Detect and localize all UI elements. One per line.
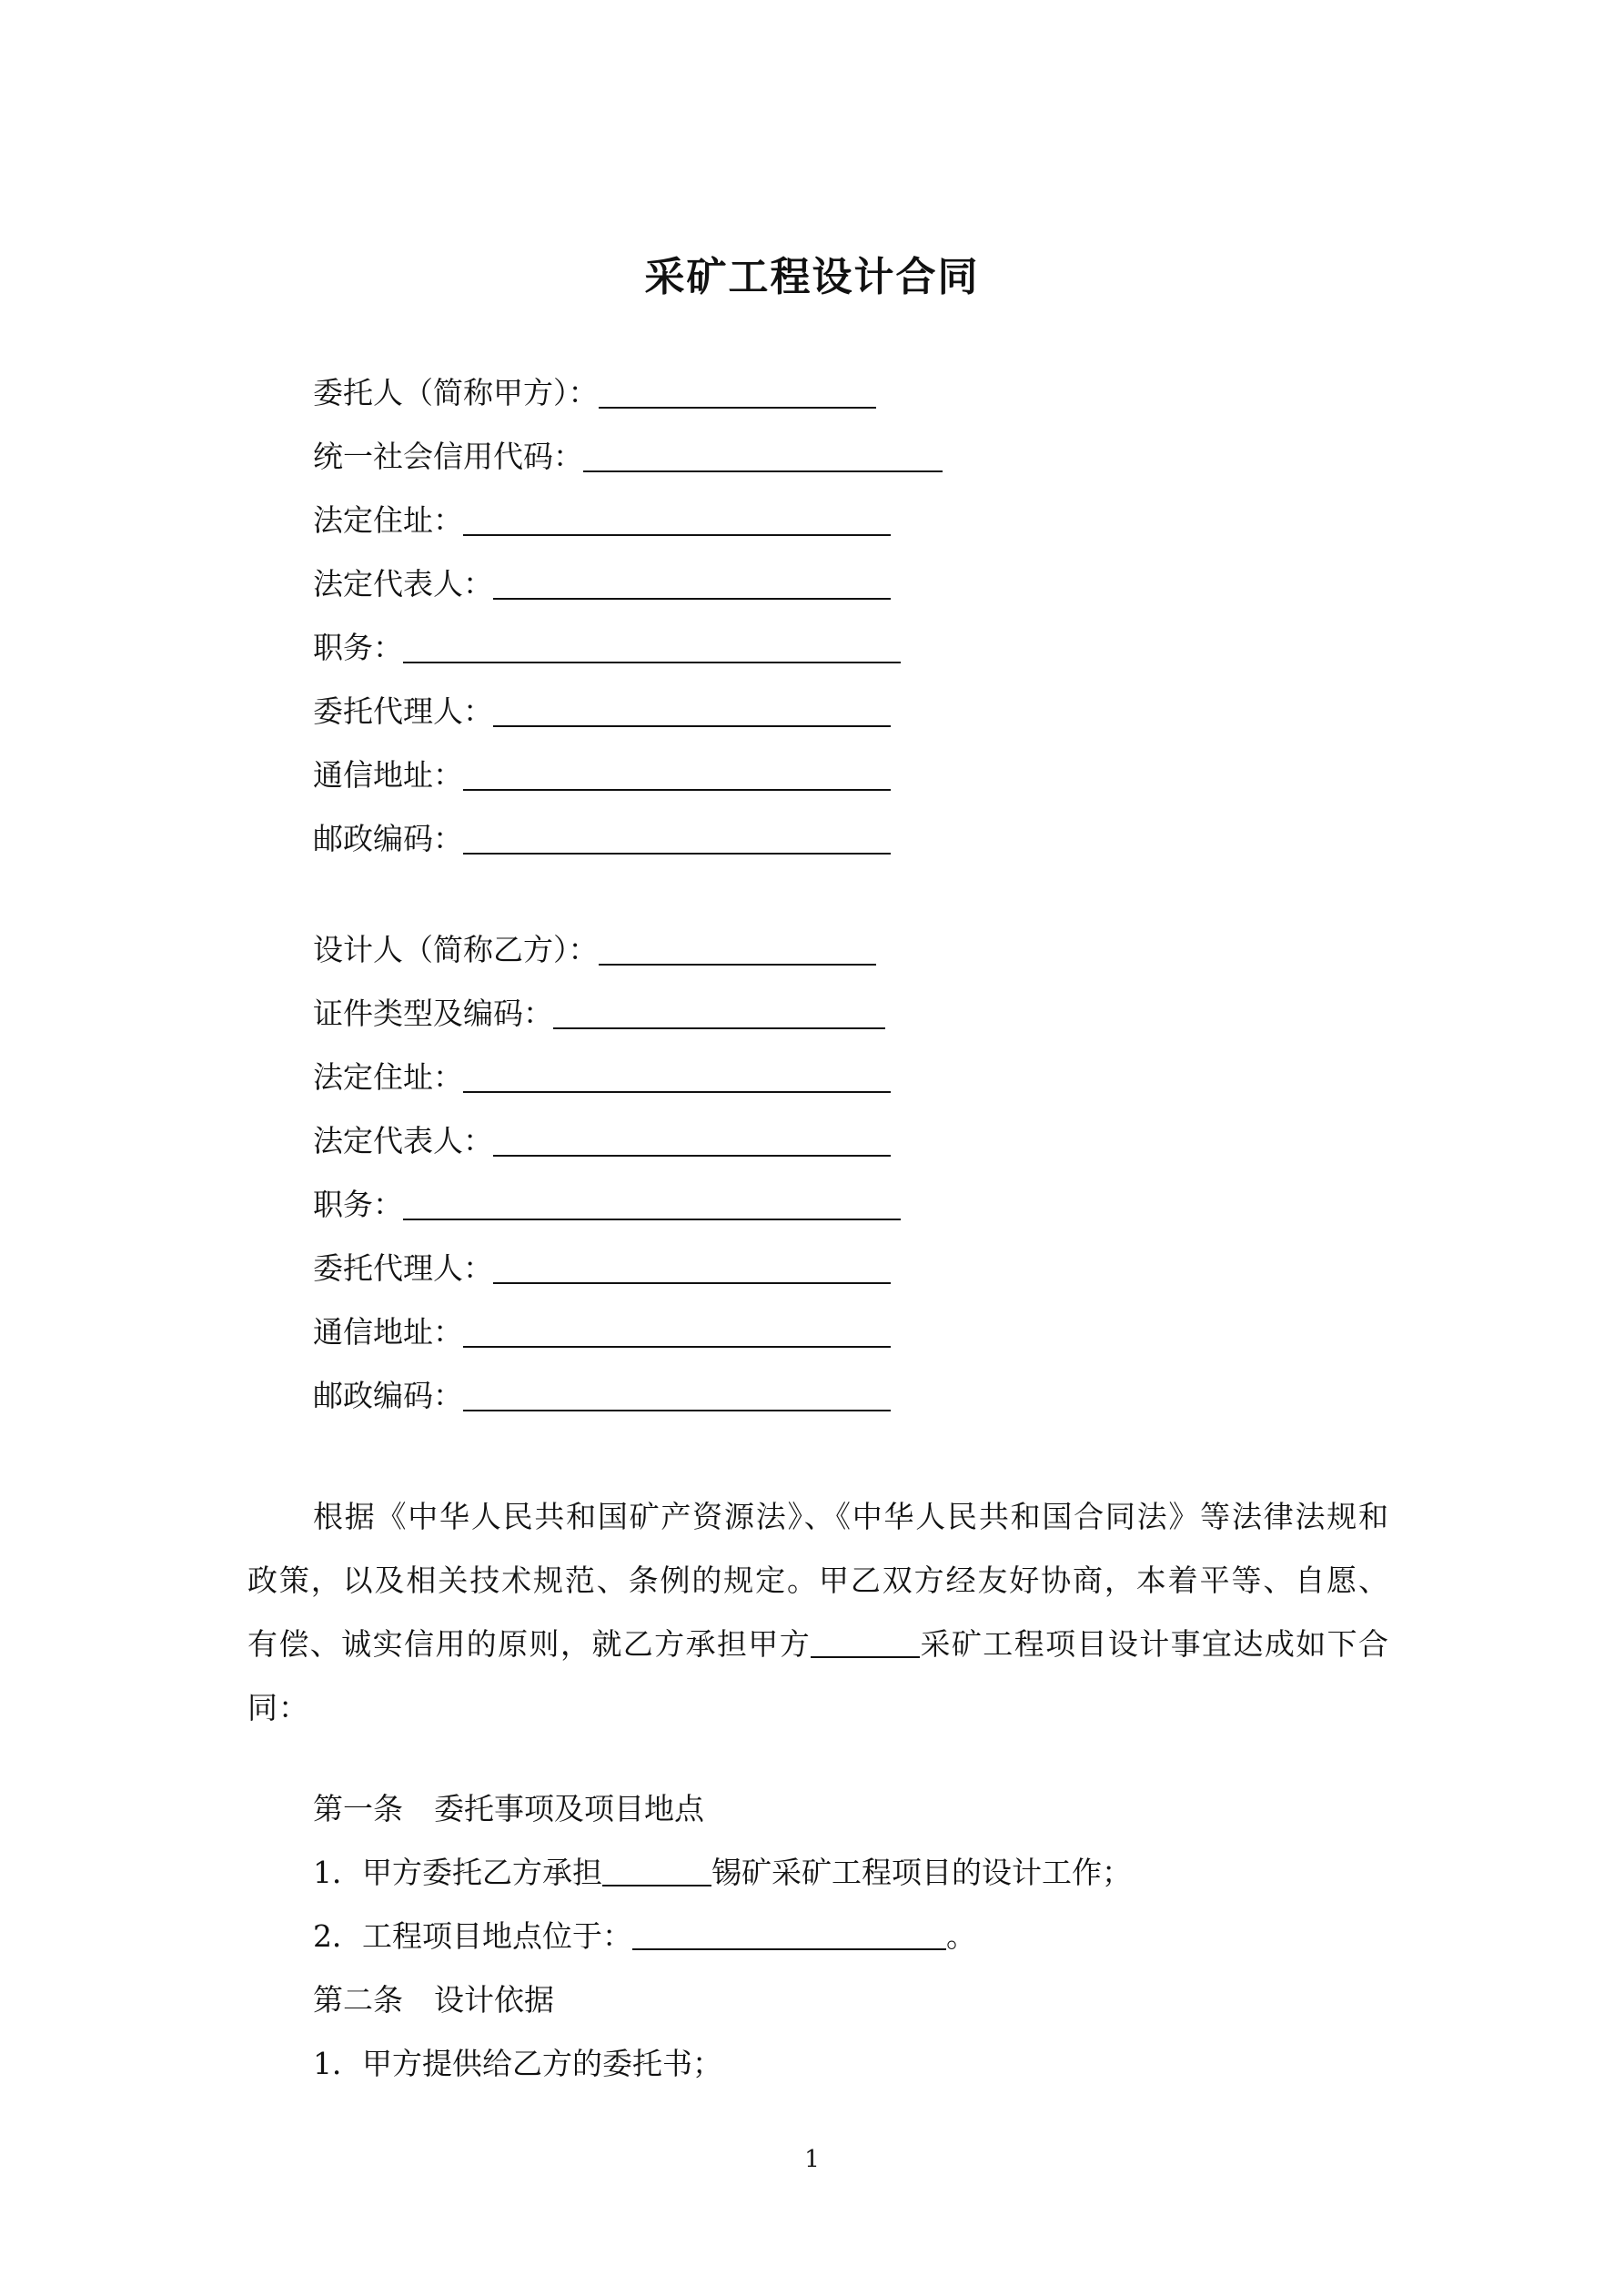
article-1-item-2: [313, 1917, 976, 1957]
preamble-text-1: 根据《中华人民共和国矿产资源法》、《中华人民共和国合同法》等法律法规和政策，以及相关技术规范、条例的规定。甲乙双方经友好协商，本着平等、自愿、有偿、诚实信用的原则，就乙方承担甲方: [247, 1499, 1389, 1662]
field-label: 通信地址：: [313, 757, 463, 793]
field-label: 职务：: [313, 630, 403, 665]
field-blank[interactable]: [463, 505, 891, 536]
article-2-item-1: [313, 2044, 722, 2084]
party-b-position-field: [313, 1185, 901, 1225]
field-blank[interactable]: [493, 1126, 891, 1157]
party-b-id-field: [313, 994, 885, 1034]
party-b-mail-address-field: [313, 1312, 891, 1352]
mine-name-blank[interactable]: [602, 1857, 711, 1886]
item-text: 2．工程项目地点位于：: [313, 1918, 632, 1954]
article-number: 第二条: [313, 1982, 403, 2018]
article-2-heading: [313, 1980, 554, 2020]
field-label: 法定住址：: [313, 502, 463, 538]
party-b-agent-field: [313, 1249, 891, 1289]
field-blank[interactable]: [403, 632, 901, 663]
article-title: 设计依据: [434, 1982, 554, 2018]
item-text: 1．甲方委托乙方承担: [313, 1855, 602, 1890]
field-blank[interactable]: [553, 998, 885, 1029]
party-b-postal-code-field: [313, 1376, 891, 1416]
party-b-name-field: [313, 930, 876, 970]
party-b-heading: 设计人（简称乙方）：: [313, 932, 599, 967]
project-location-blank[interactable]: [632, 1921, 946, 1950]
field-blank[interactable]: [493, 1253, 891, 1284]
field-label: 法定代表人：: [313, 1123, 493, 1158]
field-label: 职务：: [313, 1187, 403, 1222]
field-blank[interactable]: [403, 1189, 901, 1220]
article-title: 委托事项及项目地点: [434, 1791, 704, 1826]
preamble-text-2: 采矿工程项目设计事宜达成如下合同：: [247, 1626, 1390, 1725]
article-number: 第一条: [313, 1791, 403, 1826]
party-b-address-field: [313, 1057, 891, 1097]
party-a-position-field: [313, 628, 901, 668]
project-name-blank[interactable]: [811, 1629, 920, 1658]
article-1-heading: [313, 1789, 704, 1829]
field-label: 通信地址：: [313, 1314, 463, 1350]
party-a-heading: 委托人（简称甲方）：: [313, 375, 599, 410]
page-number: 1: [804, 2146, 820, 2173]
party-a-name-blank[interactable]: [599, 378, 876, 409]
field-blank[interactable]: [463, 1381, 891, 1411]
party-b-name-blank[interactable]: [599, 935, 876, 966]
field-label: 统一社会信用代码：: [313, 439, 583, 474]
field-label: 邮政编码：: [313, 821, 463, 856]
field-label: 法定住址：: [313, 1059, 463, 1095]
party-a-credit-code-field: [313, 437, 943, 477]
field-label: 邮政编码：: [313, 1378, 463, 1413]
party-b-legal-rep-field: [313, 1121, 891, 1161]
field-blank[interactable]: [493, 569, 891, 600]
item-text: 1．甲方提供给乙方的委托书；: [313, 2046, 722, 2081]
party-a-address-field: [313, 501, 891, 541]
field-blank[interactable]: [493, 696, 891, 727]
party-a-legal-rep-field: [313, 564, 891, 604]
field-blank[interactable]: [463, 760, 891, 791]
field-label: 证件类型及编码：: [313, 996, 553, 1031]
party-a-postal-code-field: [313, 819, 891, 859]
field-blank[interactable]: [583, 441, 943, 472]
party-a-name-field: [313, 373, 876, 413]
field-label: 委托代理人：: [313, 1250, 493, 1286]
field-blank[interactable]: [463, 1317, 891, 1348]
field-blank[interactable]: [463, 1062, 891, 1093]
article-1-item-1: [313, 1853, 1132, 1893]
field-label: 委托代理人：: [313, 693, 493, 729]
item-text: 锡矿采矿工程项目的设计工作；: [711, 1855, 1132, 1890]
item-text: 。: [946, 1918, 976, 1954]
party-a-agent-field: [313, 692, 891, 732]
document-title: 采矿工程设计合同: [644, 254, 980, 300]
party-a-mail-address-field: [313, 755, 891, 795]
field-blank[interactable]: [463, 824, 891, 855]
preamble-paragraph: [247, 1485, 1389, 1740]
field-label: 法定代表人：: [313, 566, 493, 602]
